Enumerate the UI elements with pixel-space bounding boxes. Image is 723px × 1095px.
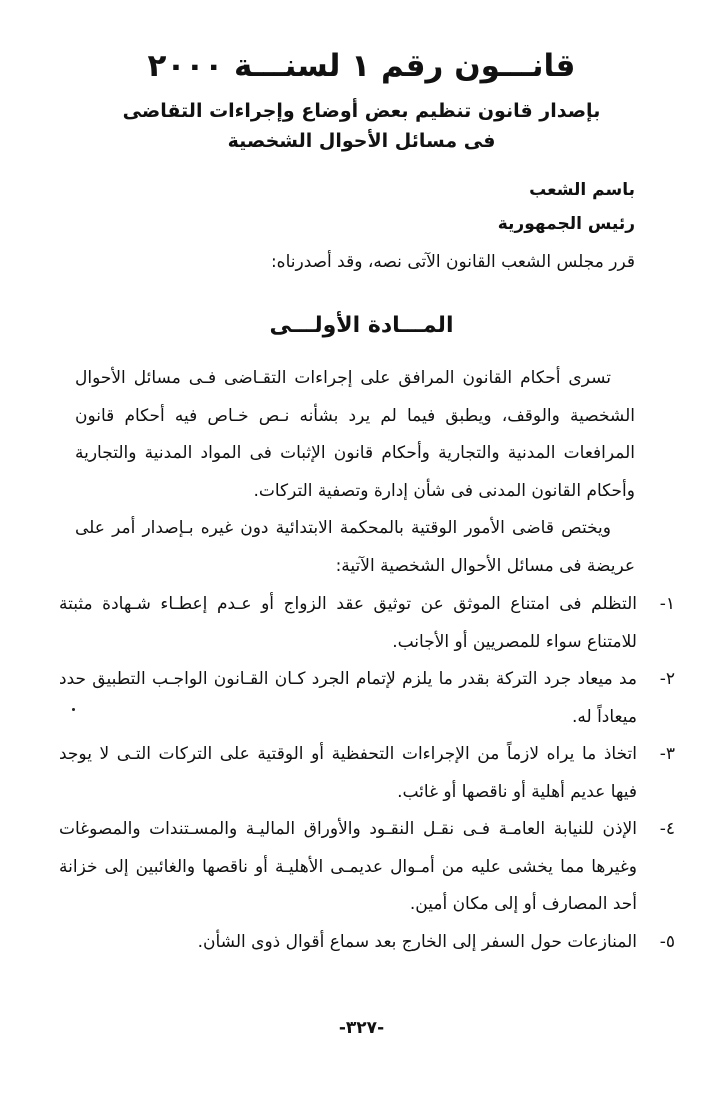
list-item — [59, 736, 675, 811]
article-paragraph-2: ويختص قاضى الأمور الوقتية بالمحكمة الابتدائية دون غيره بـإصدار أمر على عريضة فى مسائل الأحوال الشخصية الآتية: — [75, 518, 635, 576]
item-number: ٢- — [659, 669, 675, 689]
law-subtitle-line-2: فى مسائل الأحوال الشخصية — [227, 130, 496, 152]
preamble-in-name-of-people: باسم الشعب — [529, 180, 635, 200]
law-title: قانـــون رقم ١ لسنـــة ٢٠٠٠ — [147, 48, 576, 84]
law-subtitle-line-1: بإصدار قانون تنظيم بعض أوضاع وإجراءات التقاضى — [122, 100, 601, 122]
item-number: ١- — [659, 594, 675, 614]
scan-speck — [72, 708, 75, 711]
page-number: -٣٢٧- — [338, 1018, 385, 1038]
preamble-president: رئيس الجمهورية — [497, 214, 635, 234]
list-item — [59, 811, 675, 924]
item-number: ٤- — [659, 819, 675, 839]
list-item — [59, 586, 675, 661]
list-item — [59, 661, 675, 736]
article-paragraph-1: تسرى أحكام القانون المرافق على إجراءات التقـاضى فـى مسائل الأحوال الشخصية والوقف، ويطبق فيما لم يرد بشأنه نـص خـاص فيه أحكام قانون المرافعات المدنية والتجارية وأحكام قانون الإثبات فى المواد المدنية والتجارية وأحكام القانون المدنى فى شأن إدارة وتصفية التركات. — [75, 368, 635, 501]
item-text: الإذن للنيابة العامـة فـى نقـل النقـود والأوراق الماليـة والمسـتندات والمصوغات وغيرها مما يخشى عليه من أمـوال عديمـى الأهليـة أو ناقصها والغائبين إلى خزانة أحد المصارف أو إلى مكان أمين. — [59, 819, 637, 914]
item-text: مد ميعاد جرد التركة بقدر ما يلزم لإتمام الجرد كـان القـانون الواجـب التطبيق حدد ميعاداً له. — [59, 669, 637, 727]
item-number: ٥- — [659, 931, 675, 952]
item-text: اتخاذ ما يراه لازماً من الإجراءات التحفظية أو الوقتية على التركات التـى لا يوجد فيها عديم أهلية أو ناقصها أو غائب. — [59, 744, 637, 802]
item-text: التظلم فى امتناع الموثق عن توثيق عقد الزواج أو عـدم إعطـاء شـهادة مثبتة للامتناع سواء للمصريين أو الأجانب. — [59, 594, 637, 652]
article-items-list — [59, 586, 675, 961]
article-heading: المـــادة الأولـــى — [269, 313, 454, 338]
item-number: ٣- — [659, 744, 675, 764]
item-text: المنازعات حول السفر إلى الخارج بعد سماع أقوال ذوى الشأن. — [197, 931, 637, 952]
preamble-enactment: قرر مجلس الشعب القانون الآتى نصه، وقد أصدرناه: — [270, 252, 635, 272]
list-item — [59, 924, 675, 962]
